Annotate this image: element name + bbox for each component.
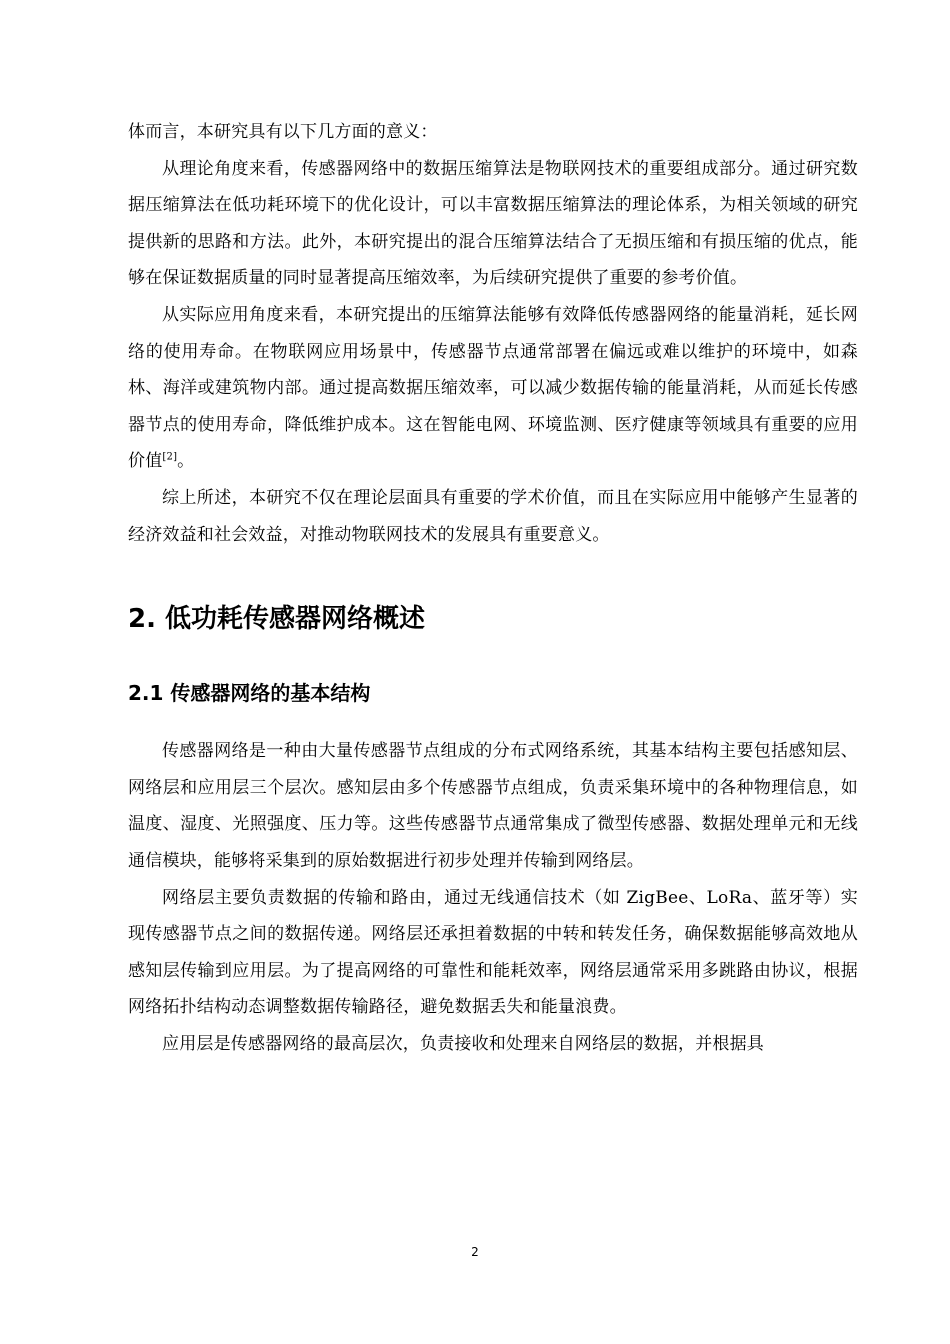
paragraph-application-layer: 应用层是传感器网络的最高层次，负责接收和处理来自网络层的数据，并根据具: [162, 1033, 764, 1054]
paragraph-practical-significance: [128, 297, 858, 480]
citation-reference[interactable]: [2]: [162, 451, 178, 463]
section-heading: 2.1 传感器网络的基本结构: [128, 681, 371, 706]
paragraph-summary: 综上所述，本研究不仅在理论层面具有重要的学术价值，而且在实际应用中能够产生显著的经济效益和社会效益，对推动物联网技术的发展具有重要意义。: [128, 487, 858, 545]
chapter-heading: 2. 低功耗传感器网络概述: [128, 604, 426, 635]
paragraph-network-structure: 传感器网络是一种由大量传感器节点组成的分布式网络系统，其基本结构主要包括感知层、网络层和应用层三个层次。感知层由多个传感器节点组成，负责采集环境中的各种物理信息，如温度、湿度、光照强度、压力等。这些传感器节点通常集成了微型传感器、数据处理单元和无线通信模块，能够将采集到的原始数据进行初步处理并传输到网络层。: [128, 741, 858, 871]
page-number: 2: [471, 1245, 479, 1259]
paragraph-practical-end: 。: [177, 451, 195, 472]
section-body: [128, 733, 858, 1062]
paragraph-continuation: 体而言，本研究具有以下几方面的意义：: [128, 122, 438, 142]
paragraph-theory-significance: 从理论角度来看，传感器网络中的数据压缩算法是物联网技术的重要组成部分。通过研究数据压缩算法在低功耗环境下的优化设计，可以丰富数据压缩算法的理论体系，为相关领域的研究提供新的思路和方法。此外，本研究提出的混合压缩算法结合了无损压缩和有损压缩的优点，能够在保证数据质量的同时显著提高压缩效率，为后续研究提供了重要的参考价值。: [128, 158, 858, 289]
page-content: [128, 114, 858, 1062]
paragraph-network-layer: 网络层主要负责数据的传输和路由，通过无线通信技术（如 ZigBee、LoRa、蓝牙等）实现传感器节点之间的数据传递。网络层还承担着数据的中转和转发任务，确保数据能够高效地从感知层传输到应用层。为了提高网络的可靠性和能耗效率，网络层通常采用多跳路由协议，根据网络拓扑结构动态调整数据传输路径，避免数据丢失和能量浪费。: [128, 887, 858, 1018]
paragraph-practical-text: 从实际应用角度来看，本研究提出的压缩算法能够有效降低传感器网络的能量消耗，延长网络的使用寿命。在物联网应用场景中，传感器节点通常部署在偏远或难以维护的环境中，如森林、海洋或建筑物内部。通过提高数据压缩效率，可以减少数据传输的能量消耗，从而延长传感器节点的使用寿命，降低维护成本。这在智能电网、环境监测、医疗健康等领域具有重要的应用价值: [128, 304, 858, 472]
